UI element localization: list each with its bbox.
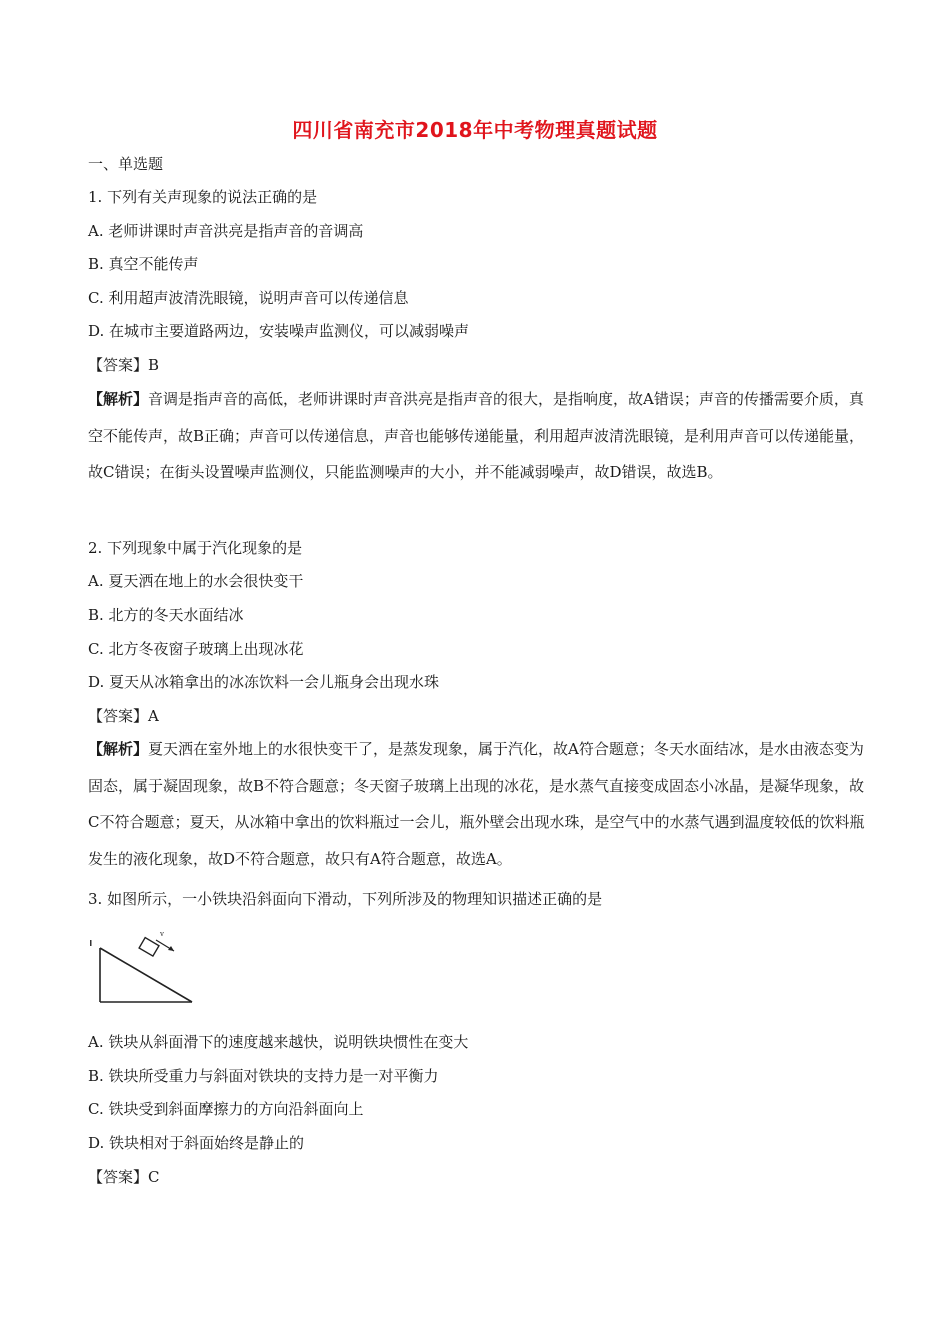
question-3-option-b: B. 铁块所受重力与斜面对铁块的支持力是一对平衡力 <box>88 1067 439 1085</box>
question-3-option-c: C. 铁块受到斜面摩擦力的方向沿斜面向上 <box>88 1100 364 1118</box>
question-1-option-c: C. 利用超声波清洗眼镜，说明声音可以传递信息 <box>88 289 409 307</box>
question-3-answer: 【答案】C <box>88 1168 160 1186</box>
question-1-answer: 【答案】B <box>88 356 160 374</box>
analysis-label: 【解析】 <box>88 740 149 758</box>
analysis-label: 【解析】 <box>88 390 149 408</box>
analysis-text: 音调是指声音的高低，老师讲课时声音洪亮是指声音的很大，是指响度，故A错误；声音的传播需要介质，真空不能传声，故B正确；声音可以传递信息，声音也能够传递能量，利用超声波清洗眼镜，是利用声音可以传递能量，故C错误；在街头设置噪声监测仪，只能监测噪声的大小，并不能减弱噪声，故D错误，故选B。 <box>88 390 865 481</box>
incline-slope <box>100 948 192 1002</box>
question-3-stem: 3. 如图所示，一小铁块沿斜面向下滑动，下列所涉及的物理知识描述正确的是 <box>88 890 603 908</box>
question-2-answer: 【答案】A <box>88 707 159 725</box>
question-2-stem: 2. 下列现象中属于汽化现象的是 <box>88 539 303 557</box>
question-1-option-b: B. 真空不能传声 <box>88 255 199 273</box>
question-1-option-a: A. 老师讲课时声音洪亮是指声音的音调高 <box>88 222 364 240</box>
question-1-analysis <box>88 381 868 491</box>
question-2-option-a: A. 夏天洒在地上的水会很快变干 <box>88 572 304 590</box>
page-title: 四川省南充市2018年中考物理真题试题 <box>292 118 658 142</box>
question-2-option-c: C. 北方冬夜窗子玻璃上出现冰花 <box>88 640 304 658</box>
question-1-option-d: D. 在城市主要道路两边，安装噪声监测仪，可以减弱噪声 <box>88 322 470 340</box>
question-3-option-d: D. 铁块相对于斜面始终是静止的 <box>88 1134 305 1152</box>
question-1-stem: 1. 下列有关声现象的说法正确的是 <box>88 188 318 206</box>
incline-figure <box>90 928 220 1008</box>
question-2-option-d: D. 夏天从冰箱拿出的冰冻饮料一会儿瓶身会出现水珠 <box>88 673 440 691</box>
figure-tick-mark <box>90 940 92 946</box>
analysis-text: 夏天洒在室外地上的水很快变干了，是蒸发现象，属于汽化，故A符合题意；冬天水面结冰，是水由液态变为固态，属于凝固现象，故B不符合题意；冬天窗子玻璃上出现的冰花，是水蒸气直接变成固态小冰晶，是凝华现象，故C不符合题意；夏天，从冰箱中拿出的饮料瓶过一会儿，瓶外壁会出现水珠，是空气中的水蒸气遇到温度较低的饮料瓶发生的液化现象，故D不符合题意，故只有A符合题意，故选A。 <box>88 740 865 868</box>
section-heading: 一、单选题 <box>88 155 164 173</box>
question-2-analysis <box>88 731 868 877</box>
velocity-label: v <box>160 930 164 938</box>
question-3-option-a: A. 铁块从斜面滑下的速度越来越快，说明铁块惯性在变大 <box>88 1033 469 1051</box>
question-2-option-b: B. 北方的冬天水面结冰 <box>88 606 244 624</box>
